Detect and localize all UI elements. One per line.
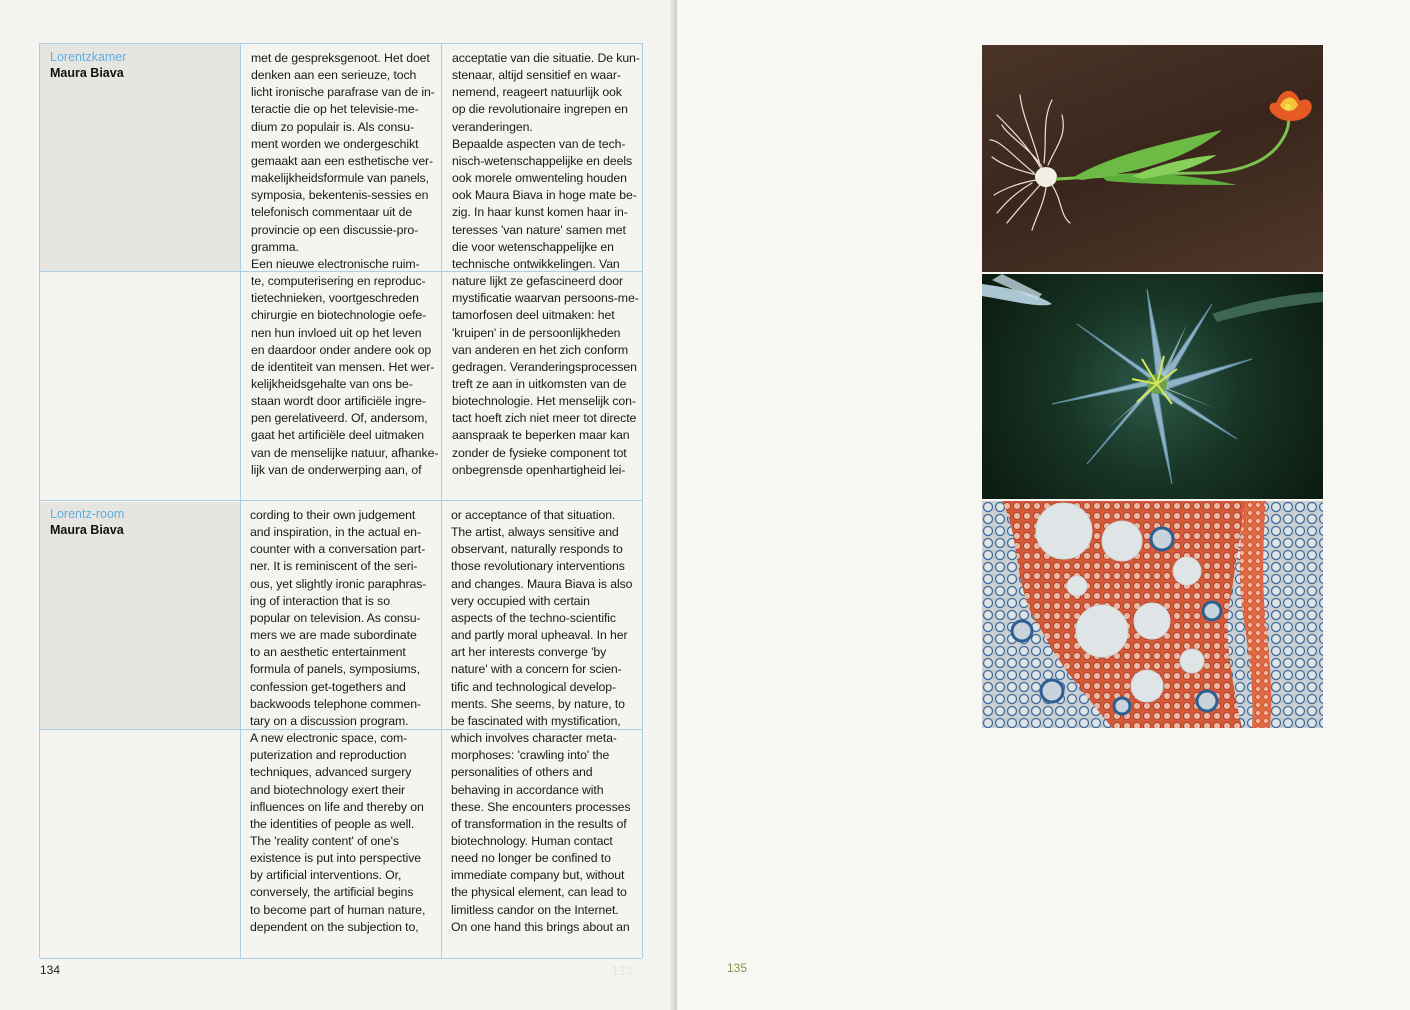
section-heading-dutch — [50, 49, 126, 81]
blue-star-flower-image — [982, 274, 1323, 499]
artist-name: Maura Biava — [50, 523, 124, 537]
page-number: 135 — [727, 961, 748, 975]
english-text-column-2: or acceptance of that situation. The artist, always sensitive and observant, naturally responds to those revolutionary interventions and changes. Maura Biava is also very occupied with certain aspects of the techno-scientific and partly moral upheaval. In her art her interests converge 'by nature' with a concern for scien- tific and technological develop- ments. She seems, by nature, to be fascinated with mystification, which involves character meta- morphoses: 'crawling into' the personalities of others and behaving in accordance with these. She encounters processes of transformation in the results of biotechnology. Human contact need no longer be confined to immediate company but, without the physical element, can lead to limitless candor on the Internet. On one hand this brings about an — [451, 508, 633, 934]
section-heading-english — [50, 506, 124, 538]
artist-name: Maura Biava — [50, 66, 124, 80]
grid-line — [39, 43, 40, 958]
section-kicker: Lorentz-room — [50, 507, 125, 521]
page-number: 134 — [40, 963, 61, 977]
section-kicker: Lorentzkamer — [50, 50, 127, 64]
grid-line — [40, 958, 642, 959]
grid-line — [40, 500, 642, 501]
dutch-text-column-2: acceptatie van die situatie. De kun- stenaar, altijd sensitief en waar- nemend, reageert natuurlijk ook op die revolutionaire ingrepen en veranderingen. Bepaalde aspecten van de tech- nisch-wetenschappelijke en deels ook morele omwenteling houden ook Maura Biava in hoge mate be- zig. In haar kunst komen haar in- teresses 'van nature' samen met die voor wetenschappelijke en technische ontwikkelingen. Van nature lijkt ze gefascineerd door mystificatie waarvan persoons-me- tamorfosen deel uitmaken: het 'kruipen' in de persoonlijkheden van anderen en het zich conform gedragen. Veranderingsprocessen treft ze aan in uitkomsten van de biotechnologie. Het menselijk con- tact hoeft zich niet meer tot directe aanspraak te beperken maar kan zonder de fysieke component tot onbegrensde openhartigheid lei- — [452, 51, 640, 477]
left-page — [0, 0, 676, 1010]
show-through-page-number: 133 — [612, 964, 633, 978]
plant-tissue-cross-section-image — [982, 501, 1323, 728]
grid-line — [40, 43, 642, 44]
english-text-column-1: cording to their own judgement and inspiration, in the actual en- counter with a conversation part- ner. It is reminiscent of the seri- ous, yet slightly ironic paraphras- ing of interaction that is so popular on television. As consu- mers we are made subordinate to an aesthetic entertainment formula of panels, symposiums, confession get-togethers and backwoods telephone commen- tary on a discussion program. A new electronic space, com- puterization and reproduction techniques, advanced surgery and biotechnology exert their influences on life and thereby on the identities of people as well. The 'reality content' of one's existence is put into perspective by artificial interventions. Or, conversely, the artificial begins to become part of human nature, dependent on the subjection to, — [250, 508, 427, 934]
dutch-text-column-1: met de gespreksgenoot. Het doet denken aan een serieuze, toch licht ironische parafrase van de in- teractie die op het televisie-me- dium zo populair is. Als consu- ment worden we ondergeschikt gemaakt aan een esthetische ver- makelijkheidsformule van panels, symposia, bekentenis-sessies en telefonisch commentaar uit de provincie op een discussie-pro- gramma. Een nieuwe electronische ruim- te, computerisering en reproduc- tietechnieken, voortgeschreden chirurgie en biotechnologie oefe- nen hun invloed uit op het leven en daardoor onder andere ook op de identiteit van mensen. Het wer- kelijkheidsgehalte van ons be- staan wordt door artificiële ingre- pen gerelativeerd. Of, andersom, gaat het artificiële deel uitmaken van de menselijke natuur, afhanke- lijk van de onderwerping aan, of — [251, 51, 439, 477]
plant-root-flower-image — [982, 45, 1323, 272]
grid-line — [240, 43, 241, 958]
